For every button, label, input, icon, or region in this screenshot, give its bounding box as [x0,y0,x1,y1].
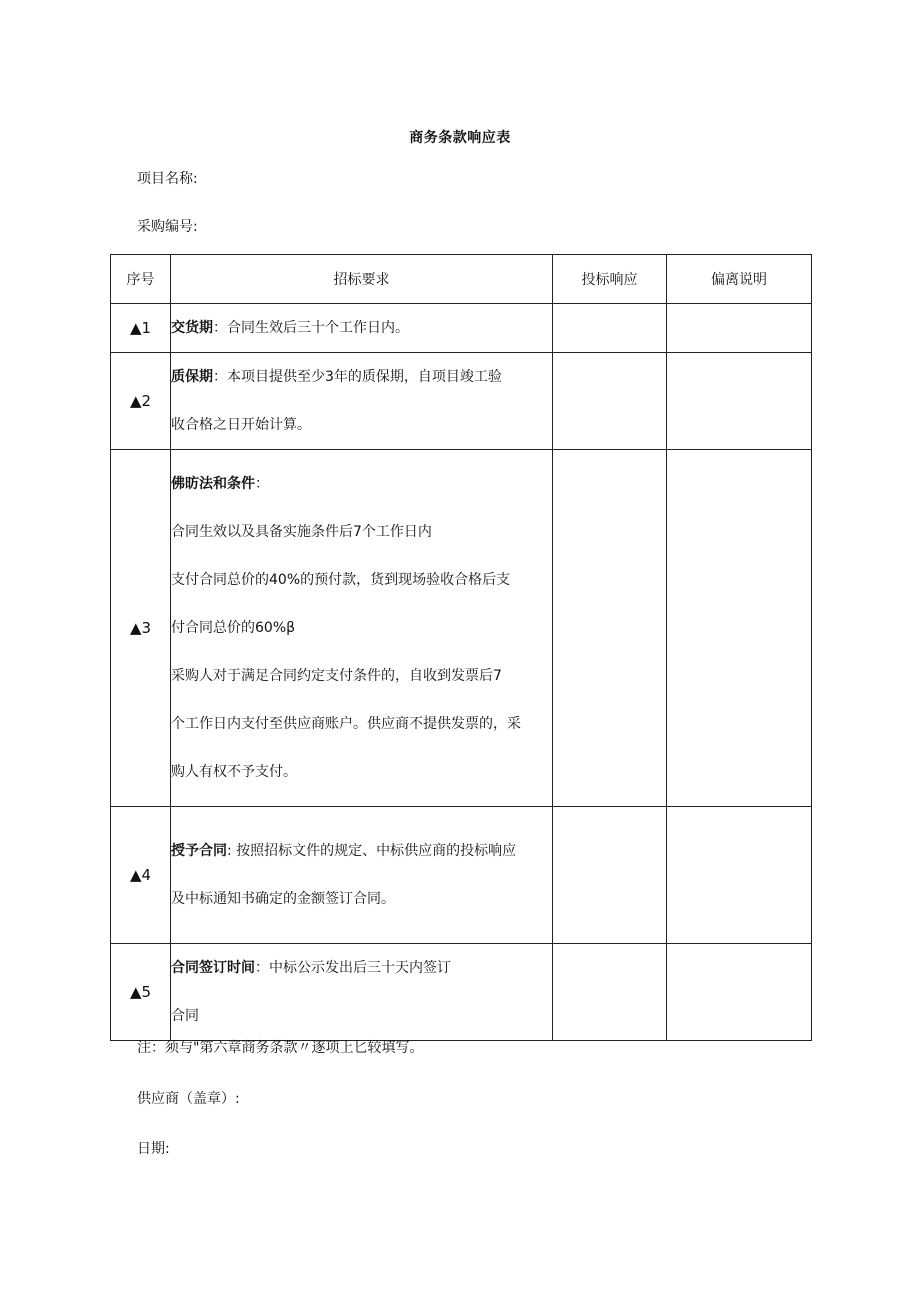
project-name-label: 项目名称: [137,171,198,187]
response-table [110,254,812,1041]
requirement-line: 个工作日内支付至供应商账户。供应商不提供发票的，采 [171,716,521,732]
page-title: 商务条款响应表 [409,130,511,146]
requirement-line: 收合格之日开始计算。 [171,417,311,433]
row-seq: ▲1 [111,304,171,353]
table-row [111,450,812,807]
row-requirement [171,304,553,353]
requirement-line: 采购人对于满足合同约定支付条件的，自收到发票后7 [171,668,502,684]
deviation-cell[interactable] [667,353,812,450]
deviation-cell[interactable] [667,807,812,944]
row-seq: ▲2 [111,353,171,450]
row-requirement [171,944,553,1041]
response-cell[interactable] [553,944,667,1041]
requirement-line: 合同签订时间：中标公示发出后三十天内签订 [171,960,451,976]
row-seq: ▲5 [111,944,171,1041]
requirement-line: 授予合同: 按照招标文件的规定、中标供应商的投标响应 [171,843,517,859]
requirement-line: 及中标通知书确定的金额签订合同。 [171,891,395,907]
header-requirement: 招标要求 [171,255,553,304]
table-row [111,807,812,944]
requirement-line: 交货期：合同生效后三十个工作日内。 [171,320,409,336]
response-cell[interactable] [553,450,667,807]
table-row [111,944,812,1041]
deviation-cell[interactable] [667,304,812,353]
row-seq: ▲4 [111,807,171,944]
requirement-line: 付合同总价的60%β [171,620,296,636]
row-requirement [171,353,553,450]
requirement-line: 佛昉法和条件： [171,476,269,492]
requirement-line: 合同生效以及具备实施条件后7个工作日内 [171,524,432,540]
supplier-seal-label: 供应商（盖章）: [137,1091,240,1107]
row-seq: ▲3 [111,450,171,807]
table-row [111,304,812,353]
header-response: 投标响应 [553,255,667,304]
header-deviation: 偏离说明 [667,255,812,304]
response-cell[interactable] [553,353,667,450]
deviation-cell[interactable] [667,450,812,807]
requirement-line: 购人有权不予支付。 [171,764,297,780]
requirement-line: 支付合同总价的40%的预付款，货到现场验收合格后支 [171,572,511,588]
purchase-number-label: 采购编号: [137,219,198,235]
response-cell[interactable] [553,807,667,944]
table-header-row [111,255,812,304]
table-row [111,353,812,450]
response-cell[interactable] [553,304,667,353]
requirement-line: 合同 [171,1008,199,1024]
requirement-line: 质保期：本项目提供至少3年的质保期，自项目竣工验 [171,369,502,385]
header-seq: 序号 [111,255,171,304]
date-label: 日期: [137,1141,170,1157]
row-requirement [171,450,553,807]
row-requirement [171,807,553,944]
note: 注：须与"第六章商务条款〃逐项上匕较填写。 [137,1040,424,1056]
deviation-cell[interactable] [667,944,812,1041]
